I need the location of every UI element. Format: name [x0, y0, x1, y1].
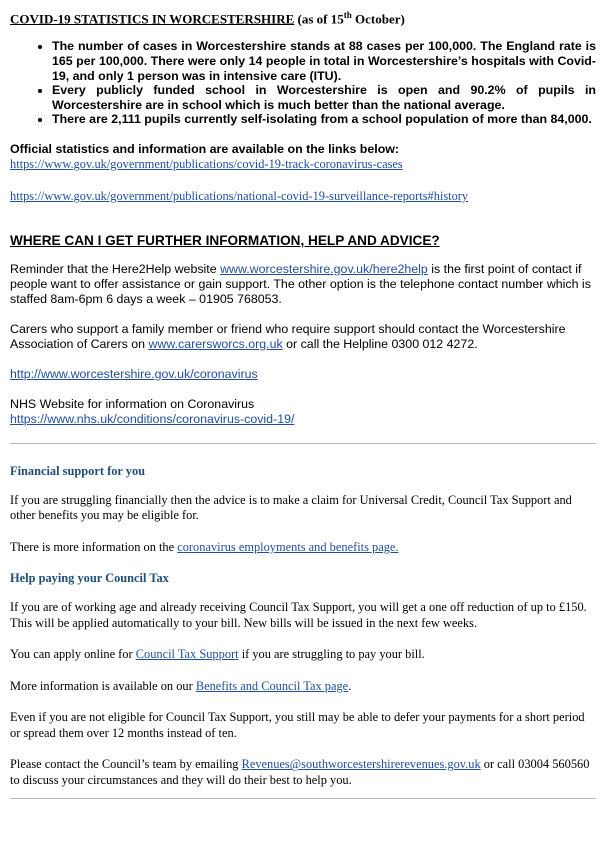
stats-heading-date-suffix: th — [343, 10, 352, 20]
stats-bullet-self-isolating: • There are 2,111 pupils currently self-isolating from a school population of more than 84,000. — [52, 112, 596, 127]
benefits-council-tax-link[interactable]: Benefits and Council Tax page — [195, 678, 349, 693]
stats-bullet-schools: • Every publicly funded school in Worcestershire is open and 90.2% of pupils in Worcestershire are in school which is much better than the national average. — [52, 83, 596, 112]
carers-text-post: or call the Helpline 0300 012 4272. — [282, 336, 478, 351]
nhs-link[interactable]: https://www.nhs.uk/conditions/coronavirus-covid-19/ — [10, 411, 295, 426]
document-page — [10, 10, 596, 799]
here2help-paragraph — [10, 262, 596, 307]
track-cases-link[interactable]: https://www.gov.uk/government/publications/covid-19-track-coronavirus-cases — [10, 156, 403, 171]
more-info-paragraph — [10, 679, 596, 695]
employments-benefits-link[interactable]: coronavirus employments and benefits page. — [177, 539, 399, 554]
benefits-info-text: There is more information on the — [10, 539, 178, 554]
council-tax-reduction-paragraph: If you are of working age and already receiving Council Tax Support, you will get a one off reduction of up to £150. This will be applied automatically to your bill. New bills will be issued in the next few weeks. — [10, 600, 587, 630]
stats-heading — [10, 10, 596, 27]
nhs-block — [10, 397, 596, 427]
help-advice-heading: WHERE CAN I GET FURTHER INFORMATION, HELP AND ADVICE? — [10, 232, 440, 248]
stats-heading-date-pre: (as of 15 — [294, 11, 344, 27]
here2help-text-pre: Reminder that the Here2Help website — [10, 261, 221, 276]
defer-payments-paragraph: Even if you are not eligible for Council Tax Support, you still may be able to defer your payments for a short period or spread them over 12 months instead of ten. — [10, 710, 585, 740]
footer-divider — [10, 798, 596, 799]
stats-bullet-list — [10, 39, 596, 127]
contact-paragraph — [10, 757, 596, 788]
official-stats-text: Official statistics and information are available on the links below: — [10, 141, 400, 156]
carers-paragraph — [10, 322, 596, 352]
section-divider — [10, 443, 596, 444]
stats-bullet-cases: • The number of cases in Worcestershire stands at 88 cases per 100,000. The England rate is 165 per 100,000. There were only 14 people in total in Worcestershire’s hospitals with Covid-19, and only 1 person was in intensive care (ITU). — [52, 39, 596, 83]
more-info-text-pre: More information is available on our — [10, 678, 196, 693]
more-info-text-post: . — [348, 678, 352, 693]
surveillance-reports-link[interactable]: https://www.gov.uk/government/publications/national-covid-19-surveillance-reports#history — [10, 188, 469, 203]
apply-online-paragraph — [10, 647, 596, 663]
contact-text-post: or call 03004 560560 to discuss your circumstances and they will do their best to help you. — [10, 757, 590, 787]
financial-section — [10, 464, 596, 789]
here2help-link[interactable]: www.worcestershire.gov.uk/here2help — [220, 261, 428, 276]
benefits-info-paragraph — [10, 540, 596, 556]
stats-heading-main: COVID-19 STATISTICS IN WORCESTERSHIRE — [10, 11, 295, 27]
worcestershire-coronavirus-link[interactable]: http://www.worcestershire.gov.uk/coronavirus — [10, 366, 258, 381]
stats-heading-date-post: October) — [351, 11, 405, 27]
council-tax-heading: Help paying your Council Tax — [10, 571, 169, 586]
carers-text-pre: Carers who support a family member or friend who require support should contact the Worcestershire Association of Carers on — [10, 321, 566, 351]
nhs-label: NHS Website for information on Coronavirus — [10, 396, 255, 411]
financial-support-heading: Financial support for you — [10, 463, 146, 478]
revenues-email-link[interactable]: Revenues@southworcestershirerevenues.gov.uk — [241, 757, 481, 772]
apply-online-text-pre: You can apply online for — [10, 647, 136, 662]
apply-online-text-post: if you are struggling to pay your bill. — [238, 647, 425, 662]
council-tax-support-link[interactable]: Council Tax Support — [135, 647, 239, 662]
contact-text-pre: Please contact the Council’s team by emailing — [10, 757, 242, 772]
financial-paragraph: If you are struggling financially then the advice is to make a claim for Universal Credit, Council Tax Support and other benefits you may be eligible for. — [10, 492, 572, 523]
carers-link[interactable]: www.carersworcs.org.uk — [148, 336, 283, 351]
here2help-text-post: is the first point of contact if people want to offer assistance or gain support. The other option is the telephone contact number which is staffed 8am-6pm 6 days a week – 01905 768053. — [10, 261, 591, 306]
